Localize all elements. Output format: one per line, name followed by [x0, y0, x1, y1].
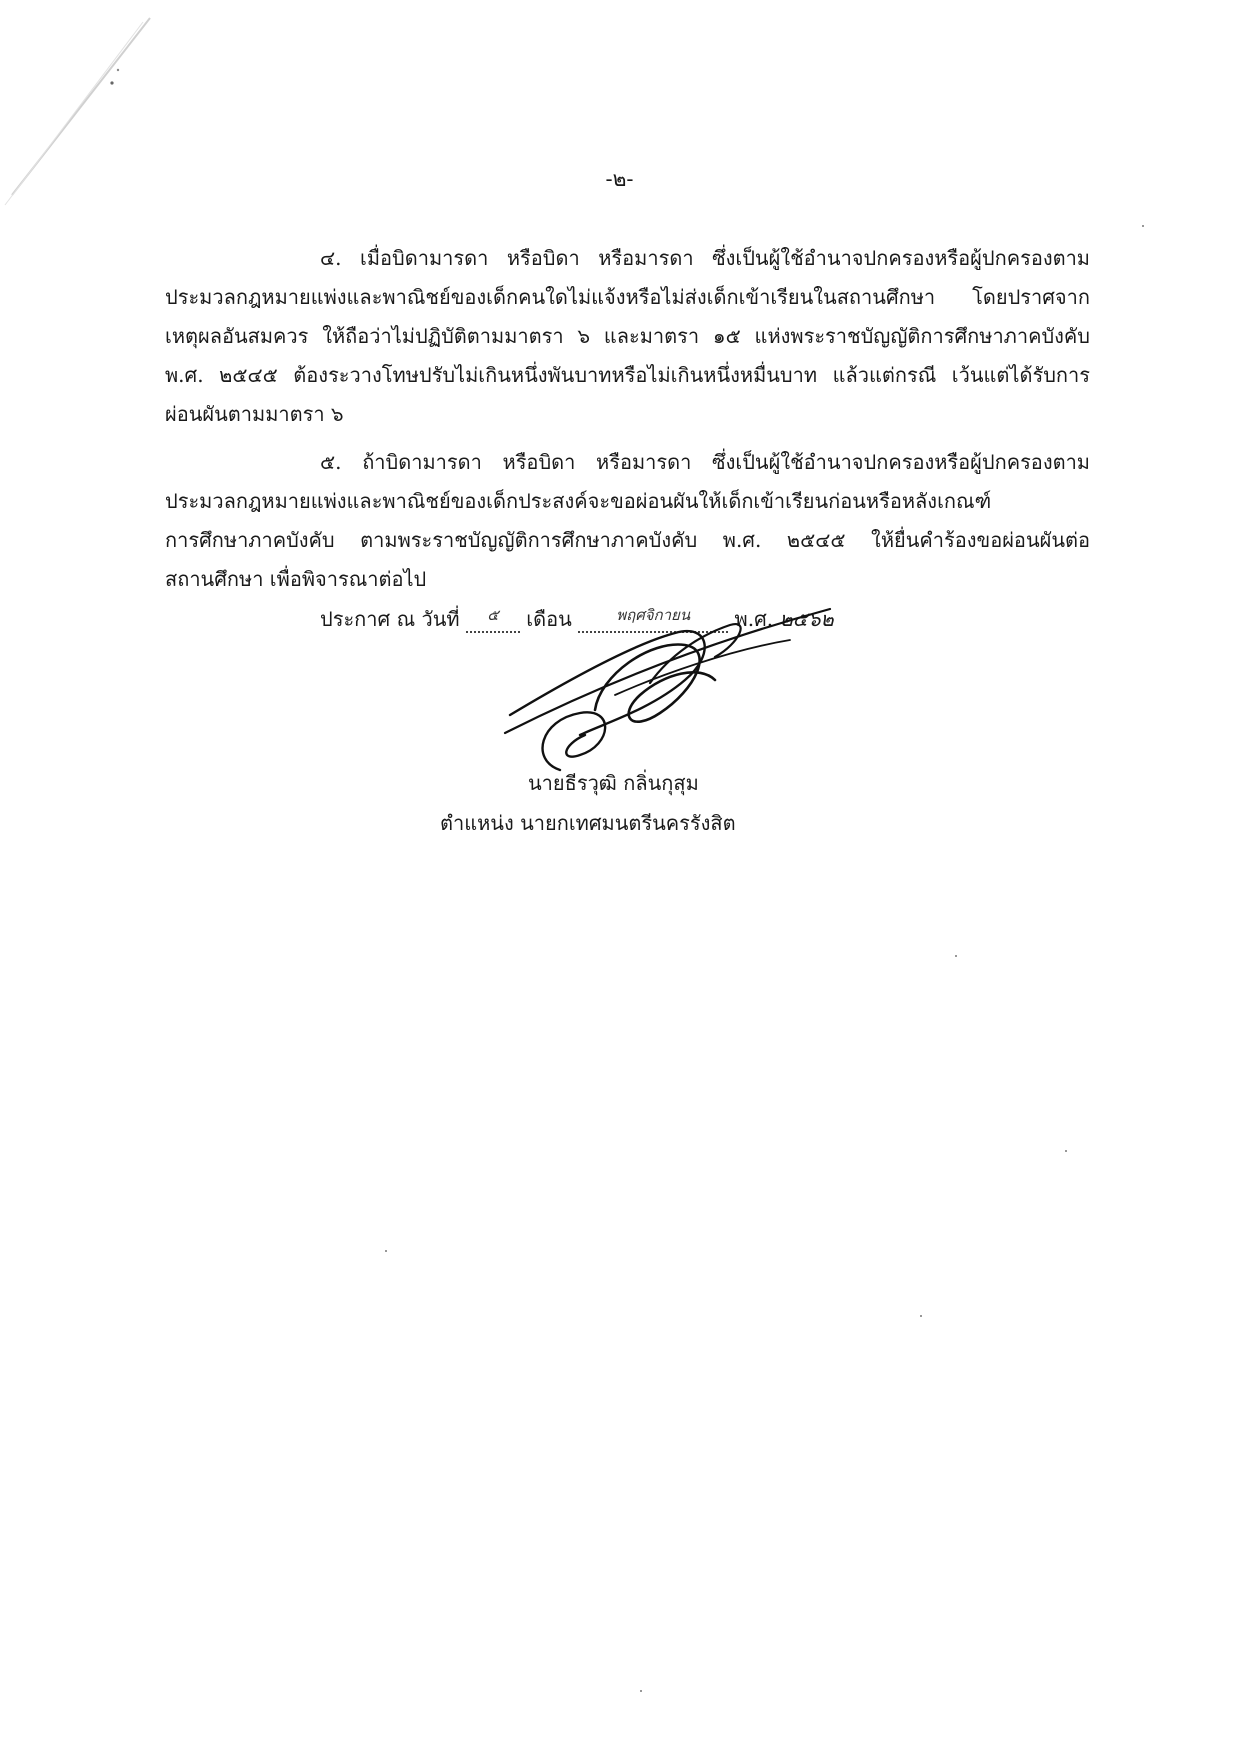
clause-5-line: ประมวลกฎหมายแพ่งและพาณิชย์ของเด็กประสงค์จะขอผ่อนผันให้เด็กเข้าเรียนก่อนหรือหลังเกณฑ์ [165, 489, 992, 513]
signer-name: นายธีรวุฒิ กลิ่นกุสุม [528, 771, 699, 795]
date-month-handwritten: พฤศจิกายน [616, 606, 691, 624]
scan-speck [385, 1250, 387, 1252]
scan-speck [920, 1315, 922, 1317]
date-year-handwritten: ๒๕๖๒ [779, 607, 834, 631]
date-day-handwritten: ๕ [487, 606, 499, 624]
dateline-month-label: เดือน [526, 607, 572, 631]
page-number: -๒- [605, 167, 634, 191]
dateline-year-label: พ.ศ. [734, 607, 774, 631]
clause-4-line: ๔. เมื่อบิดามารดา หรือบิดา หรือมารดา ซึ่งเป็นผู้ใช้อำนาจปกครองหรือผู้ปกครองตาม [320, 246, 1090, 270]
signer-title: ตำแหน่ง นายกเทศมนตรีนครรังสิต [440, 811, 736, 835]
clause-5 [165, 443, 1090, 599]
clause-4-line: ประมวลกฎหมายแพ่งและพาณิชย์ของเด็กคนใดไม่แจ้งหรือไม่ส่งเด็กเข้าเรียนในสถานศึกษา โดยปราศจาก [165, 285, 1090, 309]
clause-4 [165, 239, 1090, 434]
signature-mark [500, 595, 930, 780]
scan-speck [640, 1690, 642, 1692]
clause-4-line: ผ่อนผันตามมาตรา ๖ [165, 402, 344, 426]
scan-speck [955, 955, 957, 957]
dateline-prefix: ประกาศ ณ วันที่ [320, 607, 460, 631]
scan-speck [1065, 1150, 1067, 1152]
clause-5-line: ๕. ถ้าบิดามารดา หรือบิดา หรือมารดา ซึ่งเป็นผู้ใช้อำนาจปกครองหรือผู้ปกครองตาม [320, 450, 1090, 474]
scan-speck [1142, 225, 1144, 227]
clause-4-line: พ.ศ. ๒๕๔๕ ต้องระวางโทษปรับไม่เกินหนึ่งพันบาทหรือไม่เกินหนึ่งหมื่นบาท แล้วแต่กรณี เว้นแต่ได้รับการ [165, 363, 1090, 387]
clause-5-line: สถานศึกษา เพื่อพิจารณาต่อไป [165, 567, 427, 591]
clause-5-line: การศึกษาภาคบังคับ ตามพระราชบัญญัติการศึกษาภาคบังคับ พ.ศ. ๒๕๔๕ ให้ยื่นคำร้องขอผ่อนผันต่อ [165, 528, 1090, 552]
clause-4-line: เหตุผลอันสมควร ให้ถือว่าไม่ปฏิบัติตามมาตรา ๖ และมาตรา ๑๕ แห่งพระราชบัญญัติการศึกษาภาคบังคับ [165, 324, 1090, 348]
